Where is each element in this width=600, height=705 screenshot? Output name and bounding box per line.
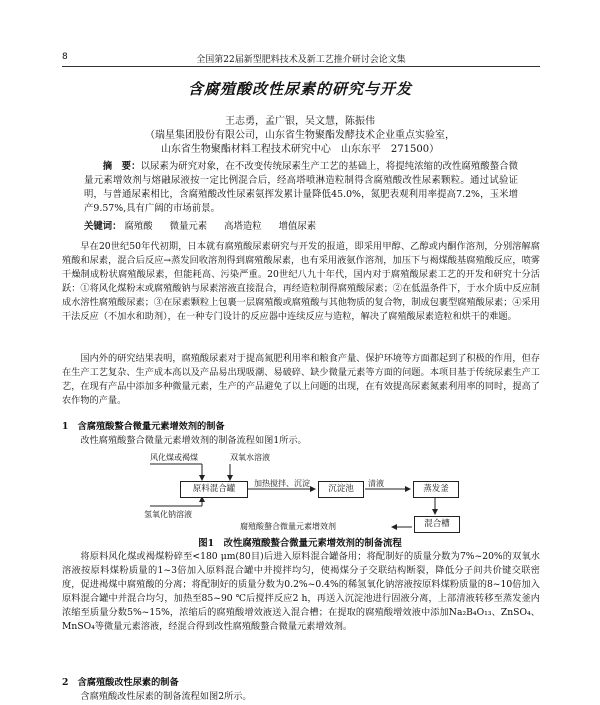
affiliation-line-2: 山东省生物聚酯材料工程技术研究中心 山东东平 271500） xyxy=(160,144,440,155)
section-heading-1: 1 含腐殖酸螯合微量元素增效剂的制备 xyxy=(62,421,225,432)
page-number: 8 xyxy=(62,52,68,62)
input-coal-label: 风化煤或褐煤 xyxy=(150,453,198,462)
figure-1-caption: 图1 改性腐殖酸螯合微量元素增效剂的制备流程 xyxy=(198,538,402,549)
keywords xyxy=(84,218,518,232)
box-settling-tank: 沉淀池 xyxy=(318,481,364,498)
abstract-text: 以尿素为研究对象，在不改变传统尿素生产工艺的基础上，将提纯浓缩的改性腐殖酸螯合微量元素增效剂与熔融尿液按一定比例混合后，经高塔喷淋造粒制得含腐殖酸改性尿素颗粒。通过试验证明，与普通尿素相比，含腐殖酸改性尿素氨挥发累计量降低45.0%，氮肥表观利用率提高7.2%，玉米增产9.57%,具有广阔的市场前景。 xyxy=(84,161,518,214)
box-evaporator: 蒸发釜 xyxy=(413,481,459,498)
body-paragraph-history: 早在20世纪50年代初期，日本就有腐殖酸尿素研究与开发的报道，即采用甲醇、乙醇或内酮作溶剂，分别溶解腐殖酸和尿素，混合后反应→蒸发回收溶剂得到腐殖酸尿素，也有采用液氨作溶剂，加压下与褐煤酸基腐殖酸反应，喷雾干燥制成粉状腐殖酸尿素，但能耗高、污染严重。20世纪八九十年代，国内对于腐殖酸尿素工艺的开发和研究十分活跃：①将风化煤粉末或腐殖酸钠与尿素溶液直接混合，再经造粒制得腐殖酸尿素；②在低温条件下，于水介质中反应制成水溶性腐殖酸尿素；③在尿素颗粒上包裹一层腐殖酸或腐殖酸与其他物质的复合物，制成包裹型腐殖酸尿素；④采用干法反应（不加水和助剂），在一种专门设计的反应器中连续反应与造粒，解决了腐殖酸尿素造粒和烘干的难题。 xyxy=(62,241,540,322)
body-paragraph-figure-2-intro: 含腐殖酸改性尿素的制备流程如图2所示。 xyxy=(80,691,252,702)
keyword-term: 高塔造粒 xyxy=(224,221,262,232)
abstract xyxy=(84,160,518,216)
box-mixing-trough: 混合槽 xyxy=(414,516,460,533)
keyword-term: 微量元素 xyxy=(169,221,208,232)
journal-name: 全国第22届新型肥料技术及新工艺推介研讨会论文集 xyxy=(196,55,406,65)
keyword-term: 增值尿素 xyxy=(278,221,317,232)
abstract-label: 摘 要： xyxy=(102,161,141,172)
keywords-label: 关键词： xyxy=(84,221,122,232)
section-heading-2: 2 含腐殖酸改性尿素的制备 xyxy=(62,677,179,688)
body-paragraph-flow-intro: 改性腐殖酸螯合微量元素增效剂的制备流程如图1所示。 xyxy=(80,435,307,446)
input-naoh-label: 氢氧化钠溶液 xyxy=(144,510,192,519)
output-additive-label: 腐殖酸螯合微量元素增效剂 xyxy=(240,522,336,531)
keyword-term: 腐殖酸 xyxy=(124,221,153,232)
input-h2o2-label: 双氧水溶液 xyxy=(230,453,270,462)
figure-1-flowchart xyxy=(130,452,480,534)
affiliation-line-1: （瑞星集团股份有限公司，山东省生物聚酯发酵技术企业重点实验室， xyxy=(145,130,455,141)
step-heat-stir-label: 加热搅拌、沉淀 xyxy=(254,479,310,488)
author-list: 王志勇，孟广银，吴文慧，陈振伟 xyxy=(225,116,375,127)
box-raw-mixing-tank: 原料混合罐 xyxy=(180,481,248,498)
paper-title: 含腐殖酸改性尿素的研究与开发 xyxy=(187,80,412,98)
body-paragraph-research: 国内外的研究结果表明，腐殖酸尿素对于提高氮肥利用率和粮食产量、保护环境等方面都起到了积极的作用，但存在生产工艺复杂、生产成本高以及产品易出现吸潮、易破碎、缺少微量元素等方面的问题。本项目基于传统尿素生产工艺，在现有产品中添加多种微量元素，生产的产品避免了以上问题的出现，在有效提高尿素氮素利用率的同时，提高了农作物的产量。 xyxy=(62,353,540,406)
running-header xyxy=(62,50,540,67)
body-paragraph-procedure: 将原料风化煤或褐煤粉碎至<180 μm(80目)后进入原料混合罐备用；将配制好的质量分数为7%~20%的双氧水溶液按原料煤粉质量的1~3倍加入原料混合罐中并搅拌均匀，使褐煤分子交联结构断裂，降低分子间共价键交联密度，促进褐煤中腐殖酸的分离；将配制好的质量分数为0.2%~0.4%的稀氢氧化钠溶液按原料煤粉质量的8~10倍加入原料混合罐中并混合均匀，加热至85~90 ℃后搅拌反应2 h，再送入沉淀池进行固液分离，上部清液转移至蒸发釜内浓缩至质量分数5%~15%，浓缩后的腐殖酸增效液送入混合槽；在提取的腐殖酸增效液中添加Na₂B₄O₁₃、ZnSO₄、MnSO₄等微量元素溶液，经混合得到改性腐殖酸螯合微量元素增效剂。 xyxy=(62,551,540,632)
step-clear-liquid-label: 清液 xyxy=(368,479,384,488)
